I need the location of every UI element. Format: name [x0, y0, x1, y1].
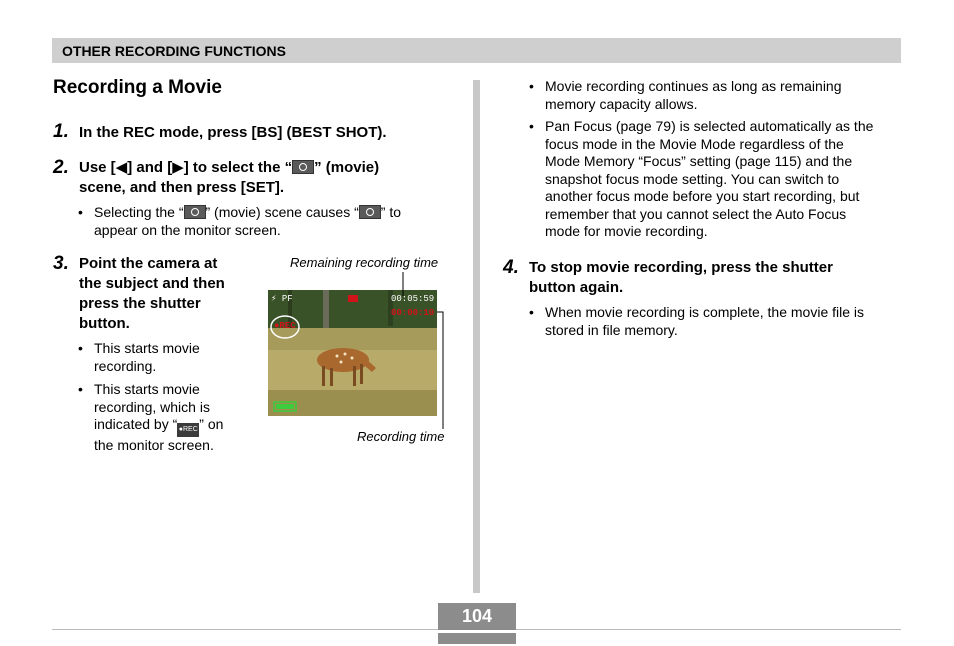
step-4-line: button again.	[529, 279, 624, 296]
rec-indicator-icon: ●REC	[177, 423, 199, 437]
page-number: 104	[438, 603, 516, 630]
bullet-line: snapshot focus mode setting. You can switch to	[545, 170, 840, 187]
step-2-text-b: ” (movie)	[314, 159, 380, 176]
bullet-line: another focus mode before you start recording, but	[545, 188, 860, 204]
step-3-line: Point the camera at	[79, 255, 218, 272]
bullet-line: ” on	[199, 416, 224, 432]
bullet-line: recording.	[94, 357, 157, 374]
bullet-line: mode for movie recording.	[545, 223, 708, 239]
step-3-line: the subject and then	[79, 275, 225, 292]
flash-pf-indicator: ⚡ PF	[271, 294, 293, 304]
step-1-number: 1.	[53, 121, 69, 142]
rec-indicator: ●REC	[274, 321, 296, 331]
bullet-line: recording, which is	[94, 398, 210, 415]
section-title: Recording a Movie	[53, 77, 222, 98]
bullet-line: memory capacity allows.	[545, 95, 698, 112]
bullet-line: indicated by “	[94, 416, 178, 432]
step-2-bullet-a: Selecting the “	[94, 204, 184, 220]
bullet-line: Mode Memory “Focus” setting (page 115) and the	[545, 153, 853, 169]
pf-text: PF	[281, 294, 293, 304]
remaining-time-label: Remaining recording time	[290, 255, 439, 270]
step-4-bullet	[529, 304, 925, 339]
movie-scene-icon	[184, 205, 206, 219]
bullet-line: the monitor screen.	[94, 437, 214, 453]
step-3-line: button.	[79, 315, 130, 332]
page-number-box	[438, 603, 516, 644]
step-3-number: 3.	[53, 253, 69, 274]
step-2-number: 2.	[53, 157, 69, 178]
step-4-text	[529, 258, 833, 298]
right-bullet-1	[529, 78, 925, 113]
column-divider	[473, 80, 480, 593]
step-4-line: To stop movie recording, press the shutter	[529, 259, 833, 276]
bullet-line: remember that you cannot select the Auto Focus	[545, 205, 847, 222]
bullet-line: This starts movie	[94, 381, 200, 397]
monitor-photo	[268, 290, 437, 416]
step-2-bullet-c: ” to	[380, 204, 402, 220]
recording-time-label: Recording time	[357, 429, 445, 444]
step-2-text-a: Use [◀] and [▶] to select the “	[79, 159, 293, 176]
step-3-bullet-2	[78, 381, 264, 455]
bullet-line: This starts movie	[94, 340, 200, 356]
recording-time-readout: 00:00:10	[391, 308, 435, 318]
bullet-line: Movie recording continues as long as remaining	[545, 78, 842, 94]
movie-scene-icon	[292, 160, 314, 174]
step-3-text	[79, 254, 225, 334]
right-bullet-2	[529, 118, 925, 241]
step-4-number: 4.	[503, 257, 519, 278]
page-number-tab	[438, 633, 516, 644]
bullet-line: When movie recording is complete, the movie file is	[545, 304, 865, 320]
header-title: OTHER RECORDING FUNCTIONS	[62, 43, 286, 59]
step-3-line: press the shutter	[79, 295, 201, 312]
step-2-text	[79, 158, 379, 198]
movie-scene-icon	[359, 205, 381, 219]
step-2-bullet-d: appear on the monitor screen.	[94, 221, 281, 238]
step-2-bullet-b: ” (movie) scene causes “	[205, 204, 359, 220]
bullet-line: Pan Focus (page 79) is selected automatically as the	[545, 118, 874, 134]
step-1-text: In the REC mode, press [BS] (BEST SHOT).	[79, 124, 387, 141]
step-2-bullet	[78, 204, 474, 239]
bullet-line: stored in file memory.	[545, 321, 678, 338]
step-2-text-c: scene, and then press [SET].	[79, 179, 285, 196]
bullet-line: focus mode in the Movie Mode regardless of the	[545, 135, 844, 152]
remaining-time-readout: 00:05:59	[391, 294, 435, 304]
step-3-bullet-1	[78, 340, 264, 375]
header-bar	[52, 38, 901, 63]
